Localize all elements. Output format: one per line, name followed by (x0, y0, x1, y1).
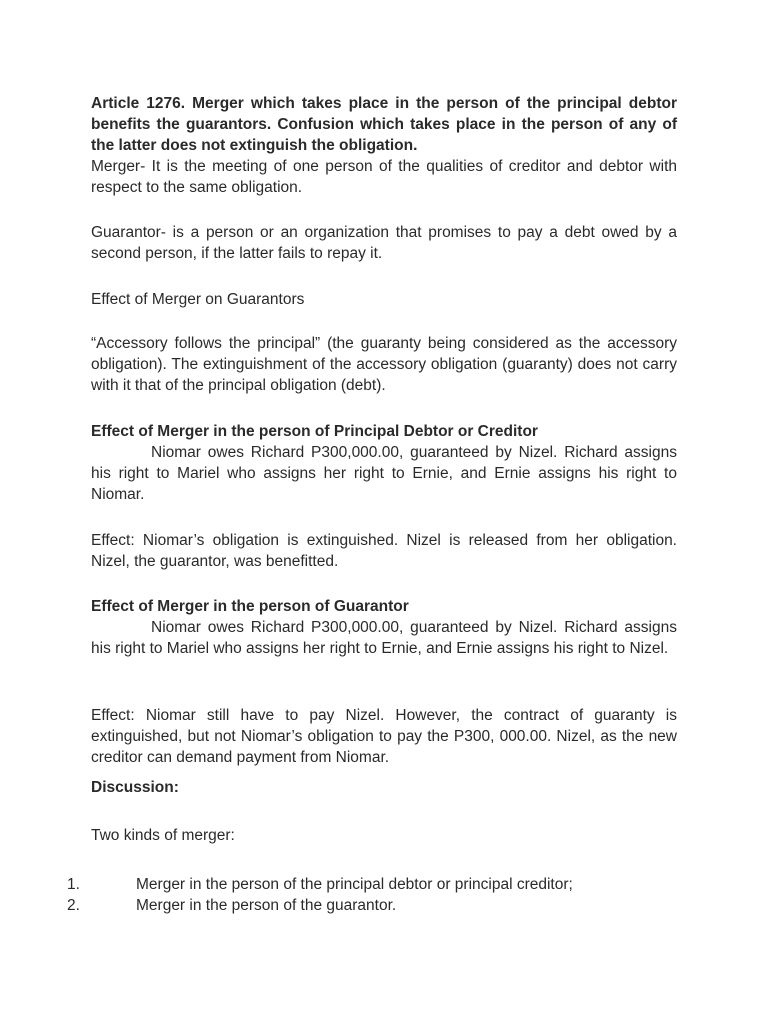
principal-section-heading: Effect of Merger in the person of Principal Debtor or Creditor (91, 423, 538, 440)
principal-effect: Effect: Niomar’s obligation is extinguished. Nizel is released from her obligation. Nizel, the guarantor, was benefitted. (91, 532, 677, 570)
guarantor-definition: Guarantor- is a person or an organization that promises to pay a debt owed by a second person, if the latter fails to repay it. (91, 224, 677, 262)
list-item-text: Merger in the person of the principal debtor or principal creditor; (136, 876, 573, 893)
discussion-heading: Discussion: (91, 779, 179, 796)
accessory-paragraph: “Accessory follows the principal” (the guaranty being considered as the accessory obligation). The extinguishment of the accessory obligation (guaranty) does not carry with it that of the principal obligation (debt). (91, 335, 677, 394)
article-heading: Article 1276. Merger which takes place in the person of the principal debtor benefits the guarantors. Confusion which takes place in the person of any of the latter does not extinguish the obligation. (91, 95, 677, 154)
list-item-text: Merger in the person of the guarantor. (136, 897, 397, 914)
merger-definition: Merger- It is the meeting of one person of the qualities of creditor and debtor with respect to the same obligation. (91, 158, 677, 196)
effect-heading: Effect of Merger on Guarantors (91, 291, 305, 308)
guarantor-effect: Effect: Niomar still have to pay Nizel. However, the contract of guaranty is extinguished, but not Niomar’s obligation to pay the P300, 000.00. Nizel, as the new creditor can demand payment from Niomar. (91, 707, 677, 766)
discussion-intro: Two kinds of merger: (91, 827, 235, 844)
guarantor-example: Niomar owes Richard P300,000.00, guaranteed by Nizel. Richard assigns his right to Mariel who assigns her right to Ernie, and Ernie assigns his right to Nizel. (91, 619, 677, 657)
principal-example: Niomar owes Richard P300,000.00, guaranteed by Nizel. Richard assigns his right to Mariel who assigns her right to Ernie, and Ernie assigns his right to Niomar. (91, 444, 677, 503)
list-item-number: 1. (67, 876, 80, 893)
list-item-number: 2. (67, 897, 80, 914)
guarantor-section-heading: Effect of Merger in the person of Guarantor (91, 598, 409, 615)
